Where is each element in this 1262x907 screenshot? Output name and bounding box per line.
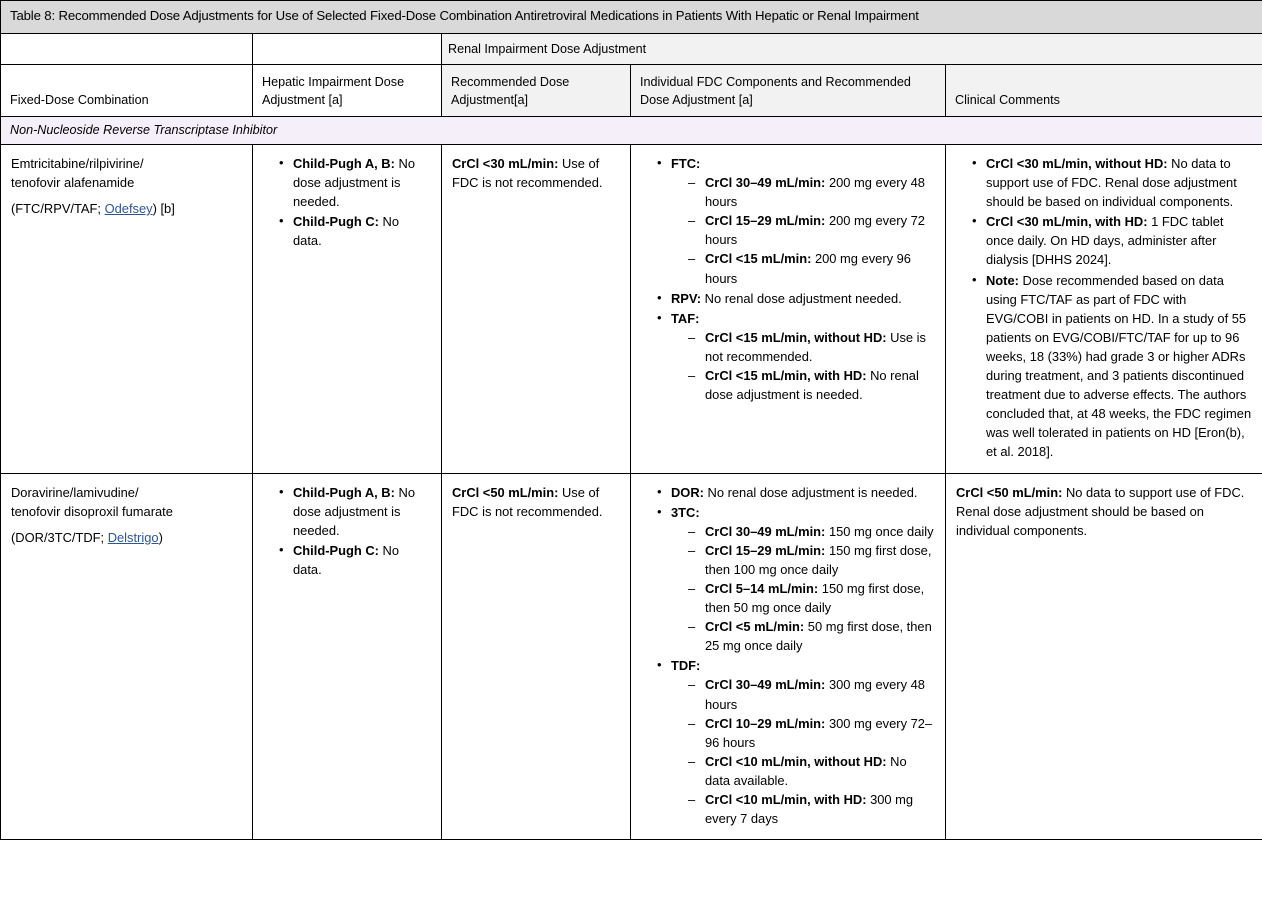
- sub-label: CrCl 10–29 mL/min:: [705, 715, 826, 731]
- sub-text: 200 mg every 72 hours: [705, 213, 925, 248]
- component-sublist: [671, 328, 935, 404]
- list-item: [688, 579, 935, 617]
- drug-name-line1: Doravirine/lamivudine/: [11, 484, 139, 500]
- list-item: [688, 173, 935, 211]
- table-section-row: [1, 117, 1262, 145]
- sub-text: 150 mg once daily: [825, 523, 934, 539]
- sub-label: CrCl 15–29 mL/min:: [705, 213, 826, 229]
- list-item: [688, 541, 935, 579]
- cell-clinical-comments: [946, 473, 1262, 840]
- drug-brand-link-delstrigo[interactable]: Delstrigo: [107, 529, 159, 545]
- renal-recommended-label: CrCl <50 mL/min:: [452, 484, 559, 500]
- comment-text: 1 FDC tablet once daily. On HD days, administer after dialysis [DHHS 2024].: [986, 214, 1224, 268]
- hepatic-item-label: Child-Pugh C:: [293, 542, 379, 558]
- list-item: [688, 752, 935, 790]
- component-sublist: [671, 675, 935, 828]
- sub-label: CrCl 30–49 mL/min:: [705, 175, 826, 191]
- sub-text: 300 mg every 48 hours: [705, 677, 925, 712]
- component-sublist: [671, 522, 935, 656]
- column-header-clinical-comments: Clinical Comments: [946, 64, 1262, 117]
- list-item: [688, 522, 935, 541]
- hepatic-item-label: Child-Pugh A, B:: [293, 484, 395, 500]
- table-row: [1, 473, 1262, 840]
- comment-label: CrCl <30 mL/min, without HD:: [986, 156, 1168, 171]
- components-list: [641, 154, 935, 404]
- component-label: FTC:: [671, 156, 701, 171]
- section-label-nnrti: Non-Nucleoside Reverse Transcriptase Inhibitor: [1, 117, 1262, 145]
- cell-drug-name: [1, 145, 253, 474]
- list-item: [688, 617, 935, 655]
- list-item: [688, 328, 935, 366]
- sub-label: CrCl 15–29 mL/min:: [705, 542, 826, 558]
- list-item: [279, 212, 431, 250]
- column-header-recommended-dose-adjustment: Recommended Dose Adjustment[a]: [442, 64, 631, 117]
- cell-hepatic-adjustment: [253, 473, 442, 840]
- comments-list: [956, 154, 1252, 462]
- cell-hepatic-adjustment: [253, 145, 442, 474]
- sub-text: No data available.: [705, 753, 907, 788]
- hepatic-list: [263, 154, 431, 250]
- list-item: [688, 366, 935, 404]
- list-item: [688, 790, 935, 828]
- drug-name-line2: tenofovir alafenamide: [11, 175, 135, 191]
- sub-label: CrCl <15 mL/min, without HD:: [705, 329, 887, 345]
- sub-label: CrCl <15 mL/min, with HD:: [705, 368, 867, 384]
- list-item: [688, 675, 935, 713]
- comment-label: CrCl <50 mL/min:: [956, 484, 1063, 500]
- renal-recommended-text: Use of FDC is not recommended.: [452, 484, 603, 519]
- list-item: [279, 154, 431, 211]
- component-text: No renal dose adjustment is needed.: [703, 484, 918, 500]
- sub-text: 300 mg every 72–96 hours: [705, 715, 933, 750]
- sub-label: CrCl <10 mL/min, without HD:: [705, 753, 887, 769]
- list-item: [688, 249, 935, 287]
- renal-recommended-label: CrCl <30 mL/min:: [452, 156, 559, 171]
- sub-text: 150 mg first dose, then 50 mg once daily: [705, 580, 925, 616]
- list-item: [657, 656, 935, 828]
- list-item: [972, 212, 1252, 269]
- sub-text: 200 mg every 96 hours: [705, 251, 911, 286]
- list-item: [972, 271, 1252, 462]
- comment-label: Note:: [986, 272, 1019, 288]
- component-label: RPV:: [671, 290, 702, 306]
- list-item: [688, 211, 935, 249]
- drug-abbrev-open: (FTC/RPV/TAF;: [11, 201, 105, 217]
- group-header-spacer-col2: [253, 33, 442, 64]
- cell-renal-recommended: [442, 145, 631, 474]
- component-label: 3TC:: [671, 504, 700, 520]
- cell-fdc-components: [631, 473, 946, 840]
- column-header-hepatic-impairment: Hepatic Impairment Dose Adjustment [a]: [253, 64, 442, 117]
- hepatic-item-label: Child-Pugh C:: [293, 214, 379, 230]
- list-item: [279, 541, 431, 579]
- table-group-header-row: [1, 33, 1262, 64]
- sub-text: No renal dose adjustment is needed.: [705, 368, 919, 403]
- sub-label: CrCl 30–49 mL/min:: [705, 677, 826, 693]
- list-item: [657, 154, 935, 288]
- table-header-row: [1, 64, 1262, 117]
- hepatic-item-text: No data.: [293, 214, 399, 249]
- list-item: [279, 483, 431, 540]
- hepatic-item-label: Child-Pugh A, B:: [293, 156, 395, 171]
- renal-recommended-text: Use of FDC is not recommended.: [452, 156, 603, 191]
- list-item: [657, 483, 935, 502]
- table-title-row: [1, 1, 1262, 34]
- drug-abbrev-close: ) [b]: [152, 201, 175, 217]
- hepatic-item-text: No dose adjustment is needed.: [293, 484, 415, 538]
- component-label: TAF:: [671, 310, 700, 326]
- sub-label: CrCl 5–14 mL/min:: [705, 580, 819, 596]
- drug-name-line1: Emtricitabine/rilpivirine/: [11, 156, 144, 171]
- column-header-fixed-dose-combination: Fixed-Dose Combination: [1, 64, 253, 117]
- components-list: [641, 483, 935, 829]
- sub-text: 50 mg first dose, then 25 mg once daily: [705, 619, 932, 654]
- hepatic-item-text: No dose adjustment is needed.: [293, 156, 415, 210]
- cell-renal-recommended: [442, 473, 631, 840]
- column-header-individual-fdc-components: Individual FDC Components and Recommended Dose Adjustment [a]: [631, 64, 946, 117]
- component-text: No renal dose adjustment needed.: [701, 290, 902, 306]
- list-item: [972, 154, 1252, 211]
- cell-fdc-components: [631, 145, 946, 474]
- comment-text: Dose recommended based on data using FTC/TAF as part of FDC with EVG/COBI in patients on HD. In a study of 55 patients on EVG/COBI/FTC/TAF for up to 96 weeks, 18 (33%) had grade 3 or higher ADRs during treatment, and 3 patients discontinued treatment due to adverse effects. The authors concluded that, at 48 weeks, the FDC regimen was well tolerated in patients on HD [Eron(b), et al. 2018].: [986, 272, 1252, 460]
- table-row: [1, 145, 1262, 474]
- drug-brand-link-odefsey[interactable]: Odefsey: [104, 201, 153, 217]
- list-item: [657, 309, 935, 404]
- sub-text: 200 mg every 48 hours: [705, 175, 925, 210]
- drug-name-line2: tenofovir disoproxil fumarate: [11, 503, 173, 519]
- sub-text: 150 mg first dose, then 100 mg once daily: [705, 542, 932, 577]
- comment-label: CrCl <30 mL/min, with HD:: [986, 214, 1148, 230]
- group-header-spacer-col1: [1, 33, 253, 64]
- component-label: TDF:: [671, 658, 701, 674]
- sub-text: 300 mg every 7 days: [705, 792, 914, 827]
- drug-abbrev-close: ): [158, 529, 163, 545]
- drug-abbrev-open: (DOR/3TC/TDF;: [11, 529, 108, 545]
- hepatic-list: [263, 483, 431, 579]
- hepatic-item-text: No data.: [293, 542, 399, 577]
- list-item: [657, 503, 935, 656]
- sub-label: CrCl <10 mL/min, with HD:: [705, 792, 867, 807]
- list-item: [657, 289, 935, 308]
- component-sublist: [671, 173, 935, 288]
- cell-clinical-comments: [946, 145, 1262, 474]
- cell-drug-name: [1, 473, 253, 840]
- sub-text: Use is not recommended.: [705, 329, 926, 364]
- list-item: [688, 714, 935, 752]
- comment-text: No data to support use of FDC. Renal dose adjustment should be based on individual components.: [986, 156, 1237, 210]
- comment-text: No data to support use of FDC. Renal dose adjustment should be based on individual components.: [956, 484, 1245, 538]
- table-title: Table 8: Recommended Dose Adjustments for Use of Selected Fixed-Dose Combination Antiretroviral Medications in Patients With Hepatic or Renal Impairment: [1, 1, 1262, 34]
- sub-label: CrCl <15 mL/min:: [705, 251, 812, 267]
- component-label: DOR:: [671, 484, 704, 500]
- group-header-renal-impairment: Renal Impairment Dose Adjustment: [442, 33, 1262, 64]
- sub-label: CrCl 30–49 mL/min:: [705, 523, 826, 539]
- sub-label: CrCl <5 mL/min:: [705, 619, 805, 635]
